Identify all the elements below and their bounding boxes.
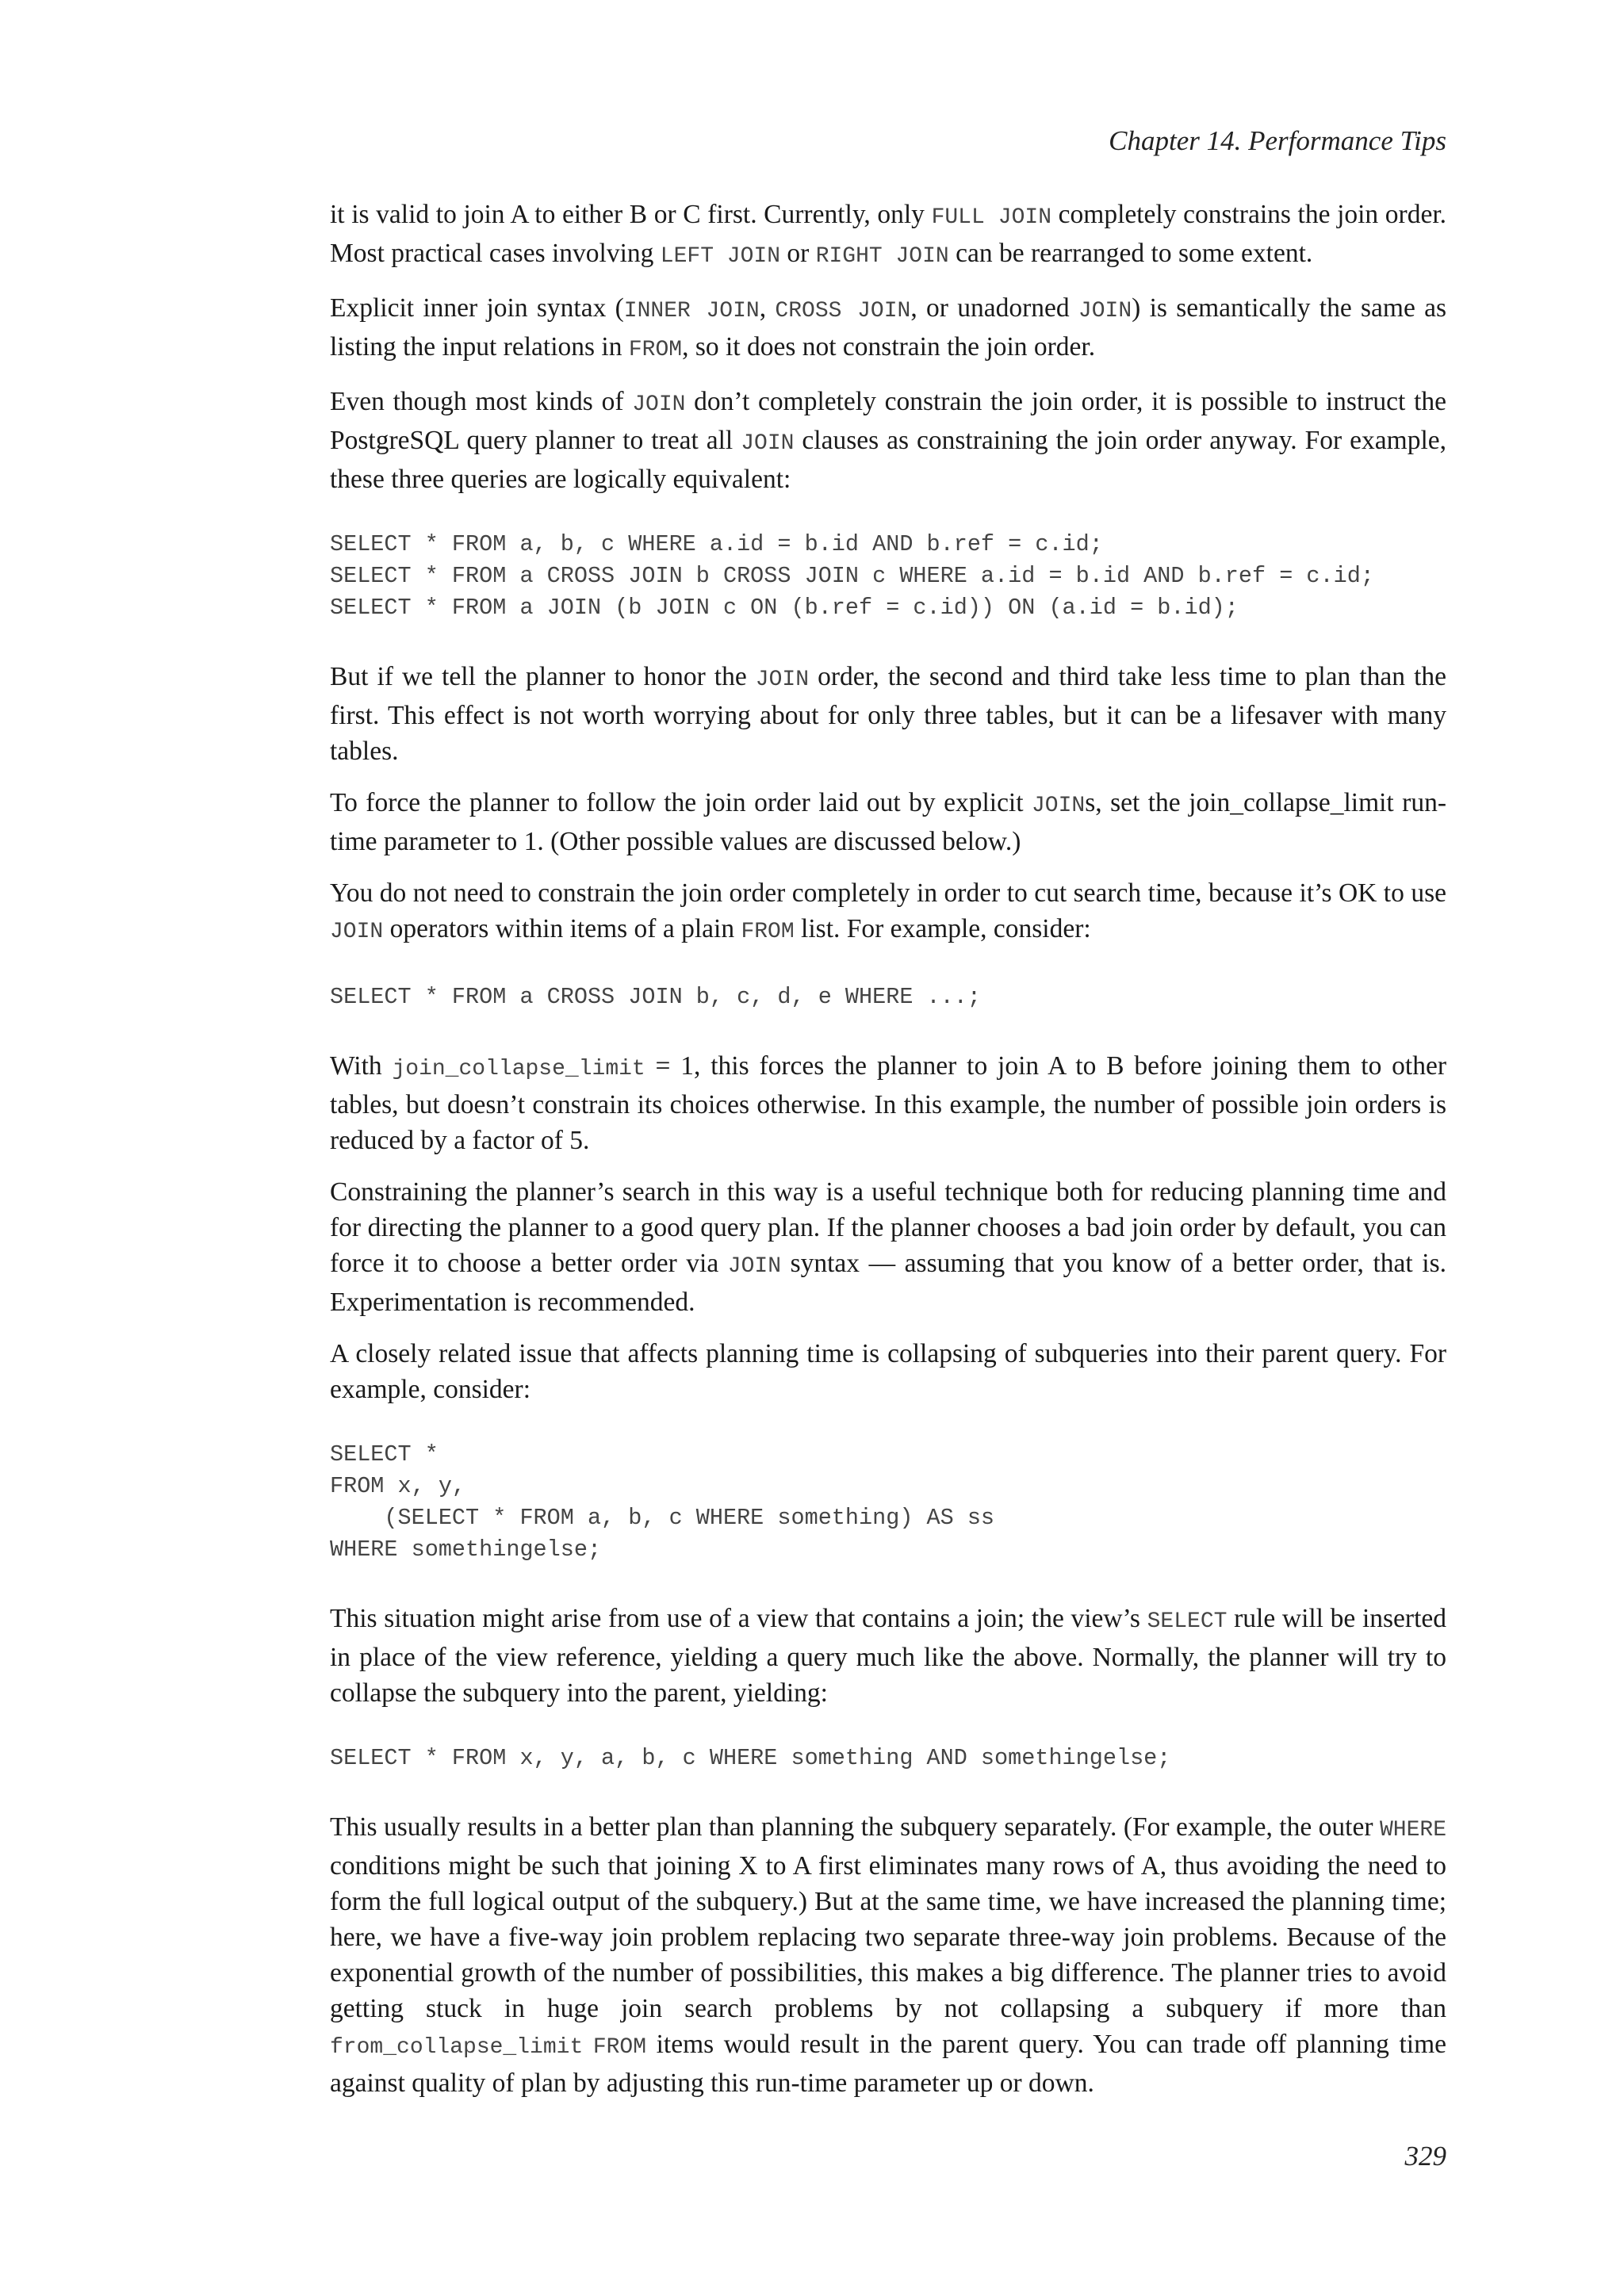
paragraph-2: Explicit inner join syntax (INNER JOIN, CROSS JOIN, or unadorned JOIN) is semantically the same as listing the input relations in FROM, so it does not constrain the join order. bbox=[330, 293, 1447, 362]
code-block-subquery: SELECT * FROM x, y, (SELECT * FROM a, b, c WHERE something) AS ss WHERE somethingelse; bbox=[330, 1441, 995, 1563]
paragraph-9: A closely related issue that affects planning time is collapsing of subqueries into their parent query. For example, consider: bbox=[330, 1339, 1446, 1404]
paragraph-7: With join_collapse_limit = 1, this forces the planner to join A to B before joining them to other tables, but doesn’t constrain its choices otherwise. In this example, the number of possible join orders is reduced by a factor of 5. bbox=[330, 1051, 1446, 1155]
code-block-cross-join: SELECT * FROM a CROSS JOIN b, c, d, e WHERE ...; bbox=[330, 984, 981, 1010]
paragraph-11: This usually results in a better plan than planning the subquery separately. (For example, the outer WHERE conditions might be such that joining X to A first eliminates many rows of A, thus avoiding the need to form the full logical output of the subquery.) But at the same time, we have increased the planning time; here, we have a five-way join problem replacing two separate three-way join problems. Because of the exponential growth of the number of possibilities, this makes a big difference. The planner tries to avoid getting stuck in huge join search problems by not collapsing a subquery if more than from_collapse_limit FROM items would result in the parent query. You can trade off planning time against quality of plan by adjusting this run-time parameter up or down. bbox=[330, 1812, 1446, 2098]
running-header: Chapter 14. Performance Tips bbox=[1109, 125, 1446, 156]
paragraph-6: You do not need to constrain the join order completely in order to cut search time, because it’s OK to use JOIN operators within items of a plain FROM list. For example, consider: bbox=[330, 878, 1446, 944]
paragraph-10: This situation might arise from use of a view that contains a join; the view’s SELECT rule will be inserted in place of the view reference, yielding a query much like the above. Normally, the planner will try to collapse the subquery into the parent, yielding: bbox=[330, 1604, 1446, 1708]
paragraph-3: Even though most kinds of JOIN don’t completely constrain the join order, it is possible to instruct the PostgreSQL query planner to treat all JOIN clauses as constraining the join order anyway. For example, these three queries are logically equivalent: bbox=[330, 387, 1446, 494]
code-block-collapsed-query: SELECT * FROM x, y, a, b, c WHERE something AND somethingelse; bbox=[330, 1745, 1171, 1771]
paragraph-4: But if we tell the planner to honor the JOIN order, the second and third take less time to plan than the first. This effect is not worth worrying about for only three tables, but it can be a lifesaver with many tables. bbox=[330, 662, 1446, 766]
page-number: 329 bbox=[1404, 2141, 1446, 2172]
paragraph-5: To force the planner to follow the join order laid out by explicit JOINs, set the join_collapse_limit run-time parameter to 1. (Other possible values are discussed below.) bbox=[330, 788, 1446, 856]
code-block-equivalent-queries: SELECT * FROM a, b, c WHERE a.id = b.id AND b.ref = c.id; SELECT * FROM a CROSS JOIN b CROSS JOIN c WHERE a.id = b.id AND b.ref = c.id; SELECT * FROM a JOIN (b JOIN c ON (b.ref = c.id)) ON (a.id = b.id); bbox=[330, 531, 1374, 621]
page-body bbox=[330, 197, 1446, 2117]
paragraph-1: it is valid to join A to either B or C first. Currently, only FULL JOIN completely constrains the join order. Most practical cases involving LEFT JOIN or RIGHT JOIN can be rearranged to some extent. bbox=[330, 200, 1446, 269]
paragraph-8: Constraining the planner’s search in this way is a useful technique both for reducing planning time and for directing the planner to a good query plan. If the planner chooses a bad join order by default, you can force it to choose a better order via JOIN syntax — assuming that you know of a better order, that is. Experimentation is recommended. bbox=[330, 1177, 1446, 1317]
